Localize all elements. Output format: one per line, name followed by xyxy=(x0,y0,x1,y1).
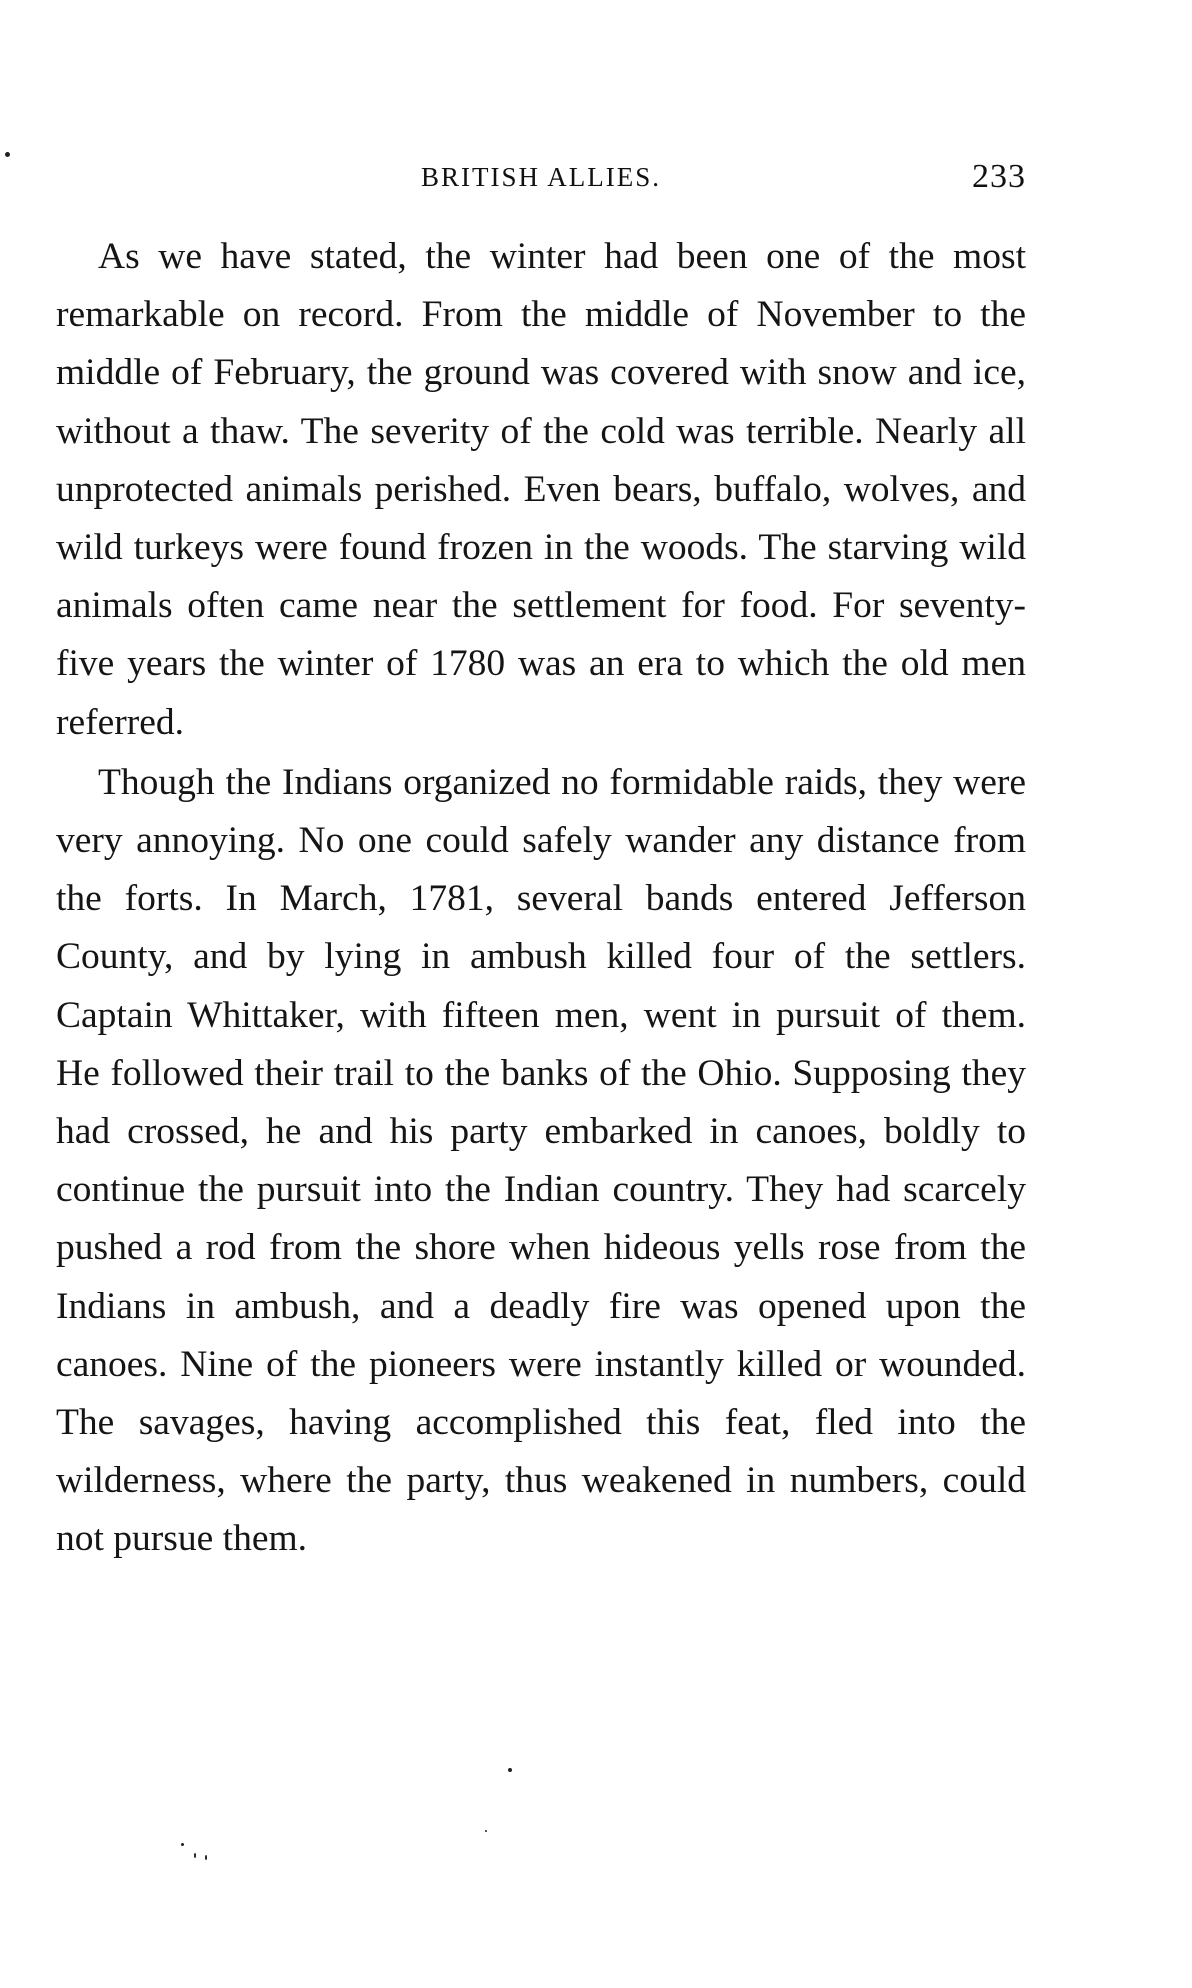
running-head xyxy=(56,158,1026,198)
paragraph-indians: Though the Indians organized no formidable raids, they were very annoying. No one could safely wander any distance from the forts. In March, 1781, several bands entered Jefferson County, and by lying in ambush killed four of the settlers. Captain Whittaker, with fifteen men, went in pursuit of them. He followed their trail to the banks of the Ohio. Supposing they had crossed, he and his party embarked in canoes, boldly to continue the pursuit into the Indian country. They had scarcely pushed a rod from the shore when hideous yells rose from the Indians in ambush, and a deadly fire was opened upon the canoes. Nine of the pioneers were instantly killed or wounded. The savages, having accomplished this feat, fled into the wilderness, where the party, thus weakened in numbers, could not pursue them. xyxy=(56,761,1026,1560)
scan-speck xyxy=(205,1855,207,1860)
scan-speck xyxy=(508,1768,512,1772)
scan-speck xyxy=(181,1843,184,1846)
running-title: BRITISH ALLIES. xyxy=(420,162,661,192)
scan-speck xyxy=(5,152,10,157)
page-number: 233 xyxy=(972,158,1026,195)
scan-speck xyxy=(194,1853,196,1858)
paragraph-winter: As we have stated, the winter had been one of the most remarkable on record. From the middle of November to the middle of February, the ground was covered with snow and ice, without a thaw. The severity of the cold was terrible. Nearly all unprotected animals perished. Even bears, buffalo, wolves, and wild turkeys were found frozen in the woods. The starving wild animals often came near the settlement for food. For seventy-five years the winter of 1780 was an era to which the old men referred. xyxy=(56,236,1026,743)
body-text xyxy=(56,228,1026,1569)
scan-speck xyxy=(485,1830,487,1832)
